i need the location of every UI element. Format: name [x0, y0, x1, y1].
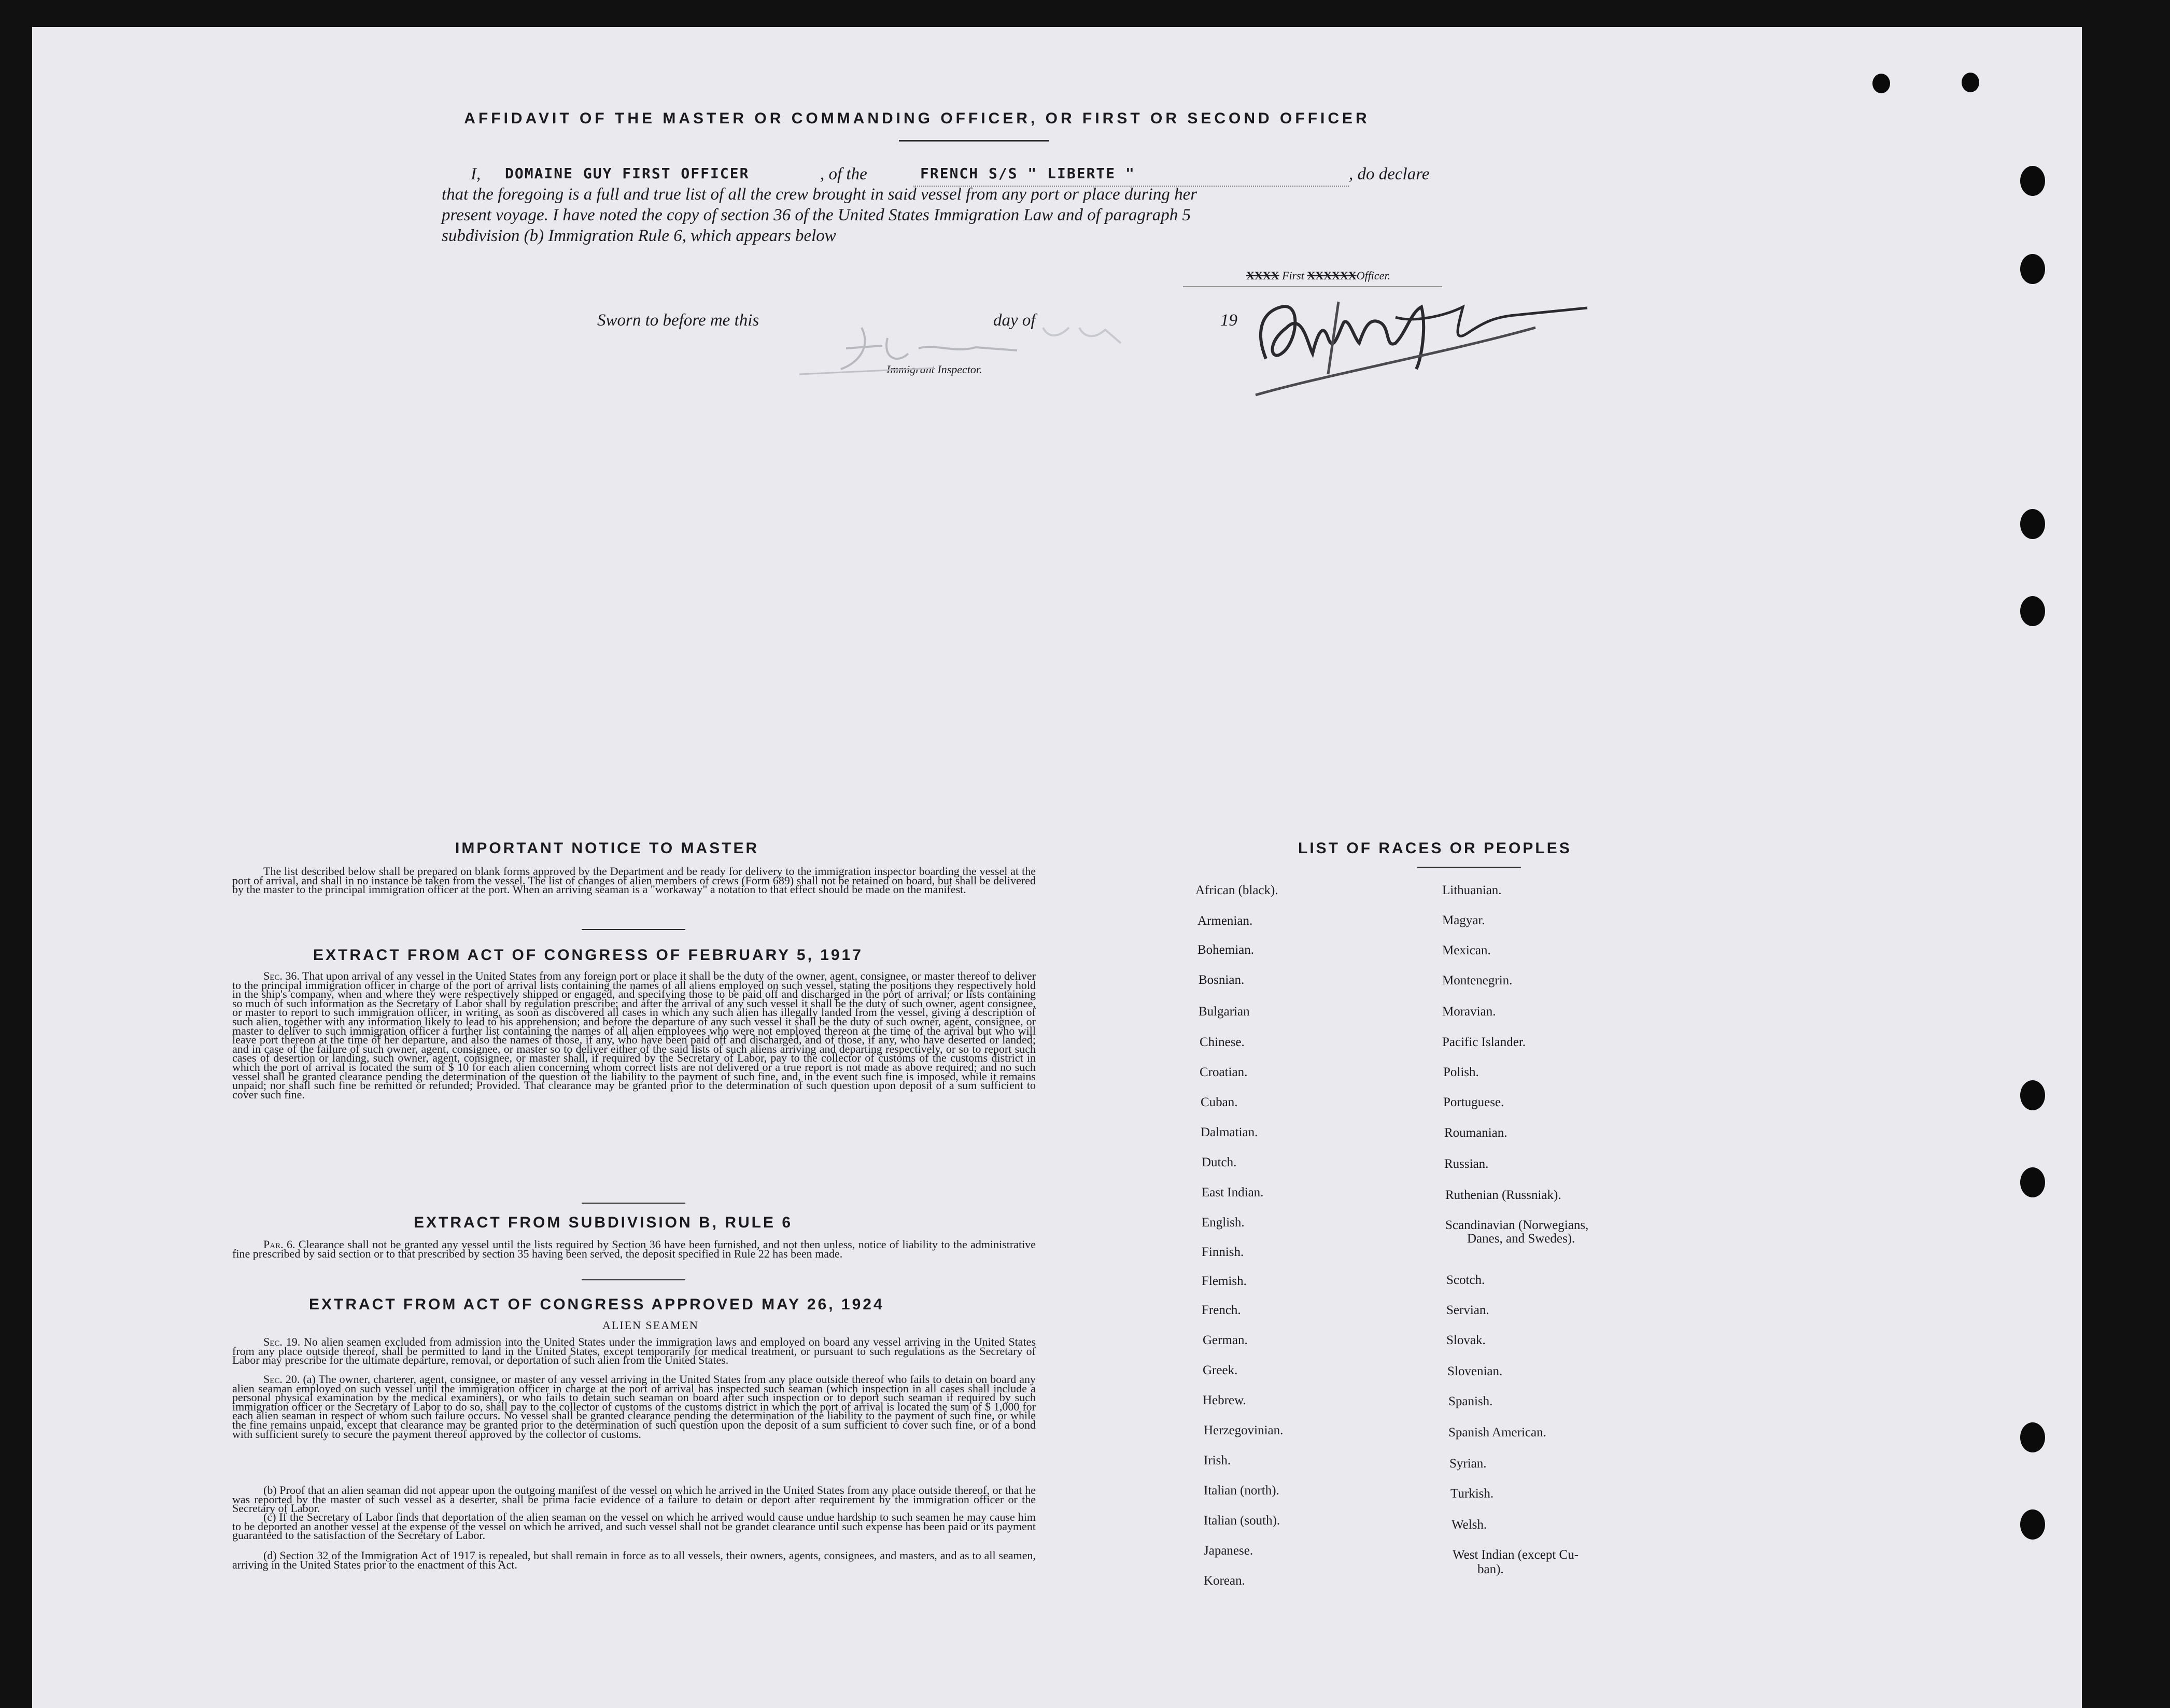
- extract1-rule: [582, 1203, 685, 1204]
- race-item: Polish.: [1443, 1065, 1479, 1079]
- race-item: Ruthenian (Russniak).: [1445, 1188, 1561, 1202]
- day-of-label: day of: [993, 311, 1036, 330]
- inspector-signature: [799, 307, 1224, 385]
- race-item: Mexican.: [1442, 943, 1491, 957]
- extract3-sec20-body: [232, 1373, 1036, 1441]
- extract3-subheading: ALIEN SEAMEN: [602, 1319, 699, 1332]
- sworn-label: Sworn to before me this: [597, 311, 759, 330]
- race-item: Spanish.: [1448, 1394, 1493, 1408]
- declaration-line: subdivision (b) Immigration Rule 6, which appears below: [442, 227, 836, 245]
- extract2-rule: [582, 1279, 685, 1280]
- race-item: Lithuanian.: [1442, 883, 1502, 897]
- race-item: West Indian (except Cu-: [1453, 1548, 1579, 1562]
- notice-heading: IMPORTANT NOTICE TO MASTER: [455, 840, 759, 857]
- extract3-sec20c: (c) If the Secretary of Labor finds that deportation of the alien seaman on the vessel on which he arrived would cause undue hardship to such seamen he may cause him to be deported an another vessel at the expense of the vessel on which he arrived, and such vessel shall not be grandet clearance until such expense has been paid or its payment guaranteed to the satisfaction of the Secretary of Labor.: [232, 1511, 1036, 1542]
- extract2-body: [232, 1240, 1036, 1258]
- document-sheet: [32, 27, 2082, 1708]
- race-item: ban).: [1477, 1562, 1504, 1576]
- race-item: Turkish.: [1450, 1487, 1494, 1501]
- officer-label-first: First: [1282, 269, 1304, 282]
- officer-label-struck-second: XXXXXX: [1307, 269, 1357, 282]
- extract2-text: Clearance shall not be granted any vessel until the lists required by Section 36 have been furnished, and not then unless, notice of liability to the administrative fine prescribed by said section or to that prescribed by section 35 having been served, the deposit specified in Rule 22 has been made.: [232, 1238, 1036, 1260]
- races-heading-rule: [1417, 867, 1521, 868]
- punch-hole: [2020, 509, 2045, 539]
- race-item: Syrian.: [1449, 1457, 1487, 1471]
- race-item: Portuguese.: [1443, 1095, 1504, 1109]
- extract2-par: Par. 6.: [263, 1238, 295, 1251]
- race-item: Russian.: [1444, 1157, 1489, 1171]
- race-item: Dalmatian.: [1201, 1125, 1258, 1139]
- extract3-sec19-text: No alien seamen excluded from admission into the United States under the immigration laws and employed on board any vessel arriving in the United States from any place outside thereof, shall be permitted to land in the United States, except temporarily for medical treatment, or pursuant to such regulations as the Secretary of Labor may prescribe for the ultimate departure, removal, or deportation of such alien from the United States.: [232, 1335, 1036, 1367]
- race-item: Irish.: [1204, 1453, 1231, 1467]
- race-item: Hebrew.: [1203, 1393, 1246, 1407]
- punch-hole: [2020, 1509, 2045, 1540]
- year-prefix: 19: [1220, 311, 1237, 330]
- race-item: Bulgarian: [1199, 1005, 1250, 1019]
- affidavit-title-rule: [899, 140, 1049, 142]
- punch-hole: [2020, 1080, 2045, 1110]
- race-item: Roumanian.: [1444, 1126, 1507, 1140]
- punch-hole: [2020, 254, 2045, 284]
- notice-rule: [582, 929, 685, 930]
- race-item: Bosnian.: [1199, 973, 1245, 987]
- affidavit-i-label: I,: [471, 165, 481, 183]
- punch-hole: [2020, 1167, 2045, 1197]
- race-item: Herzegovinian.: [1204, 1423, 1284, 1437]
- officer-label-struck: XXXX: [1246, 269, 1279, 282]
- inspector-label: Immigrant Inspector.: [886, 363, 982, 376]
- race-item: Moravian.: [1442, 1005, 1496, 1019]
- declaration-line: that the foregoing is a full and true list of all the crew brought in said vessel from any port or place during her: [442, 185, 1197, 204]
- extract1-sec: Sec. 36.: [263, 969, 300, 982]
- punch-hole: [1872, 74, 1890, 93]
- punch-hole: [1962, 73, 1979, 92]
- race-item: Scandinavian (Norwegians,: [1445, 1218, 1589, 1232]
- race-item: Danes, and Swedes).: [1467, 1232, 1575, 1246]
- punch-hole: [2020, 596, 2045, 626]
- notice-body: The list described below shall be prepared on blank forms approved by the Department and be ready for delivery to the immigration inspector boarding the vessel at the port of arrival, and shall in no instance be taken from the vessel. The list of changes of alien members of crews (Form 689) shall not be retained on board, but shall be delivered by the master to the principal immigration officer at the port. When an arriving seaman is a "workaway" a notation to that effect should be made on the manifest.: [232, 865, 1036, 896]
- race-item: Slovenian.: [1447, 1364, 1503, 1378]
- extract1-text: That upon arrival of any vessel in the United States from any foreign port or place it shall be the duty of the owner, agent, consignee, or master thereof to deliver to the principal immigration officer in charge of the port of arrival lists containing the names of all aliens employed on such vessel, stating the positions they respectively hold in the ship's company, when and where they were respectively shipped or engaged, and specifying those to be paid off and discharged in the port of arrival; or lists containing so much of such information as the Secretary of Labor shall by regulation prescribe; and after the arrival of any such vessel it shall be the duty of such owner, agent consignee, or master to report to such immigration officer, in writing, as soon as discovered all cases in which any such alien has illegally landed from the vessel, giving a description of such alien, together with any information likely to lead to his apprehension; and before the departure of any such vessel it shall be the duty of such owner, agent, consignee, or master to deliver to such immigration officer a further list containing the names of all alien employees who were not employed thereon at the time of the arrival but who will leave port thereon at the time of her departure, and also the names of those, if any, who have been paid off and discharged, and of those, if any, who have deserted or landed; and in case of the failure of such owner, agent, consignee, or master so to deliver either of the said lists of such aliens arriving and departing respectively, or so to report such cases of desertion or landing, such owner, agent, consignee, or master shall, if required by the Secretary of Labor, pay to the collector of customs of the customs district in which the port of arrival is located the sum of $ 10 for each alien concerning whom correct lists are not delivered or a true report is not made as above required; and no such vessel shall be granted clearance pending the determination of the question of the liability to the payment of such fine, and, in the event such fine is imposed, while it remains unpaid; nor shall such fine be remitted or refunded; Provided. That clearance may be granted prior to the determination of such question upon deposit of a sum sufficient to cover such fine.: [232, 969, 1036, 1101]
- punch-hole: [2020, 1422, 2045, 1452]
- extract1-heading: EXTRACT FROM ACT OF CONGRESS OF FEBRUARY 5, 1917: [313, 947, 863, 964]
- race-item: Spanish American.: [1448, 1425, 1546, 1439]
- officer-signature: [1224, 271, 1639, 405]
- race-item: Croatian.: [1200, 1065, 1248, 1079]
- race-item: Finnish.: [1202, 1245, 1244, 1259]
- race-item: English.: [1202, 1216, 1245, 1230]
- extract2-heading: EXTRACT FROM SUBDIVISION B, RULE 6: [414, 1214, 793, 1231]
- race-item: East Indian.: [1202, 1185, 1264, 1199]
- punch-hole: [2020, 166, 2045, 196]
- race-item: Bohemian.: [1197, 943, 1255, 957]
- officer-label-text: Officer.: [1356, 269, 1391, 282]
- extract3-heading: EXTRACT FROM ACT OF CONGRESS APPROVED MAY 26, 1924: [309, 1296, 884, 1313]
- extract3-sec20b: (b) Proof that an alien seaman did not appear upon the outgoing manifest of the vessel on which he arrived in the United States from any place outside thereof, or that he was reported by the master of such vessel as a deserter, shall be prima facie evidence of a failure to detain or deport after requirement by the immigration officer or the Secretary of Labor.: [232, 1484, 1036, 1515]
- race-item: French.: [1202, 1303, 1241, 1317]
- extract3-sec20: Sec. 20.: [263, 1373, 300, 1386]
- affidavit-do-declare: , do declare: [1349, 165, 1430, 183]
- affidavit-title: AFFIDAVIT OF THE MASTER OR COMMANDING OFFICER, OR FIRST OR SECOND OFFICER: [464, 110, 1370, 127]
- extract3-sec20d: (d) Section 32 of the Immigration Act of 1917 is repealed, but shall remain in force as to all vessels, their owners, agents, consignees, and masters, and as to all seamen, arriving in the United States prior to the enactment of this Act.: [232, 1549, 1036, 1571]
- race-item: Welsh.: [1452, 1518, 1487, 1532]
- race-item: Armenian.: [1197, 914, 1253, 928]
- race-item: Italian (north).: [1204, 1484, 1279, 1498]
- affidavit-name-value: DOMAINE GUY FIRST OFFICER: [505, 165, 750, 182]
- extract1-body: [232, 971, 1036, 1099]
- race-item: Slovak.: [1446, 1333, 1486, 1347]
- race-item: Cuban.: [1201, 1095, 1238, 1109]
- extract3-sec20-text: (a) The owner, charterer, agent, consignee, or master of any vessel arriving in the United States from any place outside thereof who fails to detain on board any alien seaman employed on such vessel until the immigration officer in charge at the port of arrival has inspected such seaman (which inspection in all cases shall include a personal physical examination by the medical examiners), or who fails to detain such seaman on board after such inspection or to deport such seaman if required by such immigration officer or the Secretary of Labor to do so, shall pay to the collector of customs of the customs district in which the port of arrival is located the sum of $ 1,000 for each alien seaman in respect of whom such failure occurs. No vessel shall be granted clearance pending the determination of the liability to the payment of such fine, or while the fine remains unpaid, except that clearance may be granted prior to the determination of such question upon the deposit of a sum sufficient to cover such fine, or of a bond with sufficient surety to secure the payment thereof approved by the collector of customs.: [232, 1373, 1036, 1441]
- declaration-line: present voyage. I have noted the copy of section 36 of the United States Immigration Law and of paragraph 5: [442, 206, 1191, 224]
- race-item: Dutch.: [1202, 1155, 1237, 1169]
- race-item: Italian (south).: [1204, 1514, 1280, 1528]
- race-item: Japanese.: [1204, 1544, 1253, 1558]
- race-item: Magyar.: [1442, 913, 1485, 927]
- race-item: Greek.: [1203, 1363, 1238, 1377]
- race-item: Scotch.: [1446, 1273, 1485, 1287]
- race-item: Chinese.: [1200, 1035, 1245, 1049]
- affidavit-vessel-value: FRENCH S/S " LIBERTE ": [920, 165, 1135, 182]
- affidavit-of-the-label: , of the: [820, 165, 867, 183]
- race-item: Korean.: [1204, 1574, 1245, 1588]
- extract3-sec19: Sec. 19.: [263, 1335, 301, 1348]
- race-item: Pacific Islander.: [1442, 1035, 1526, 1049]
- race-item: African (black).: [1195, 883, 1278, 897]
- race-item: German.: [1203, 1333, 1248, 1347]
- races-heading: LIST OF RACES OR PEOPLES: [1298, 840, 1572, 857]
- race-item: Montenegrin.: [1442, 973, 1513, 987]
- race-item: Flemish.: [1202, 1274, 1247, 1288]
- extract3-sec19-body: [232, 1337, 1036, 1365]
- race-item: Servian.: [1446, 1303, 1489, 1317]
